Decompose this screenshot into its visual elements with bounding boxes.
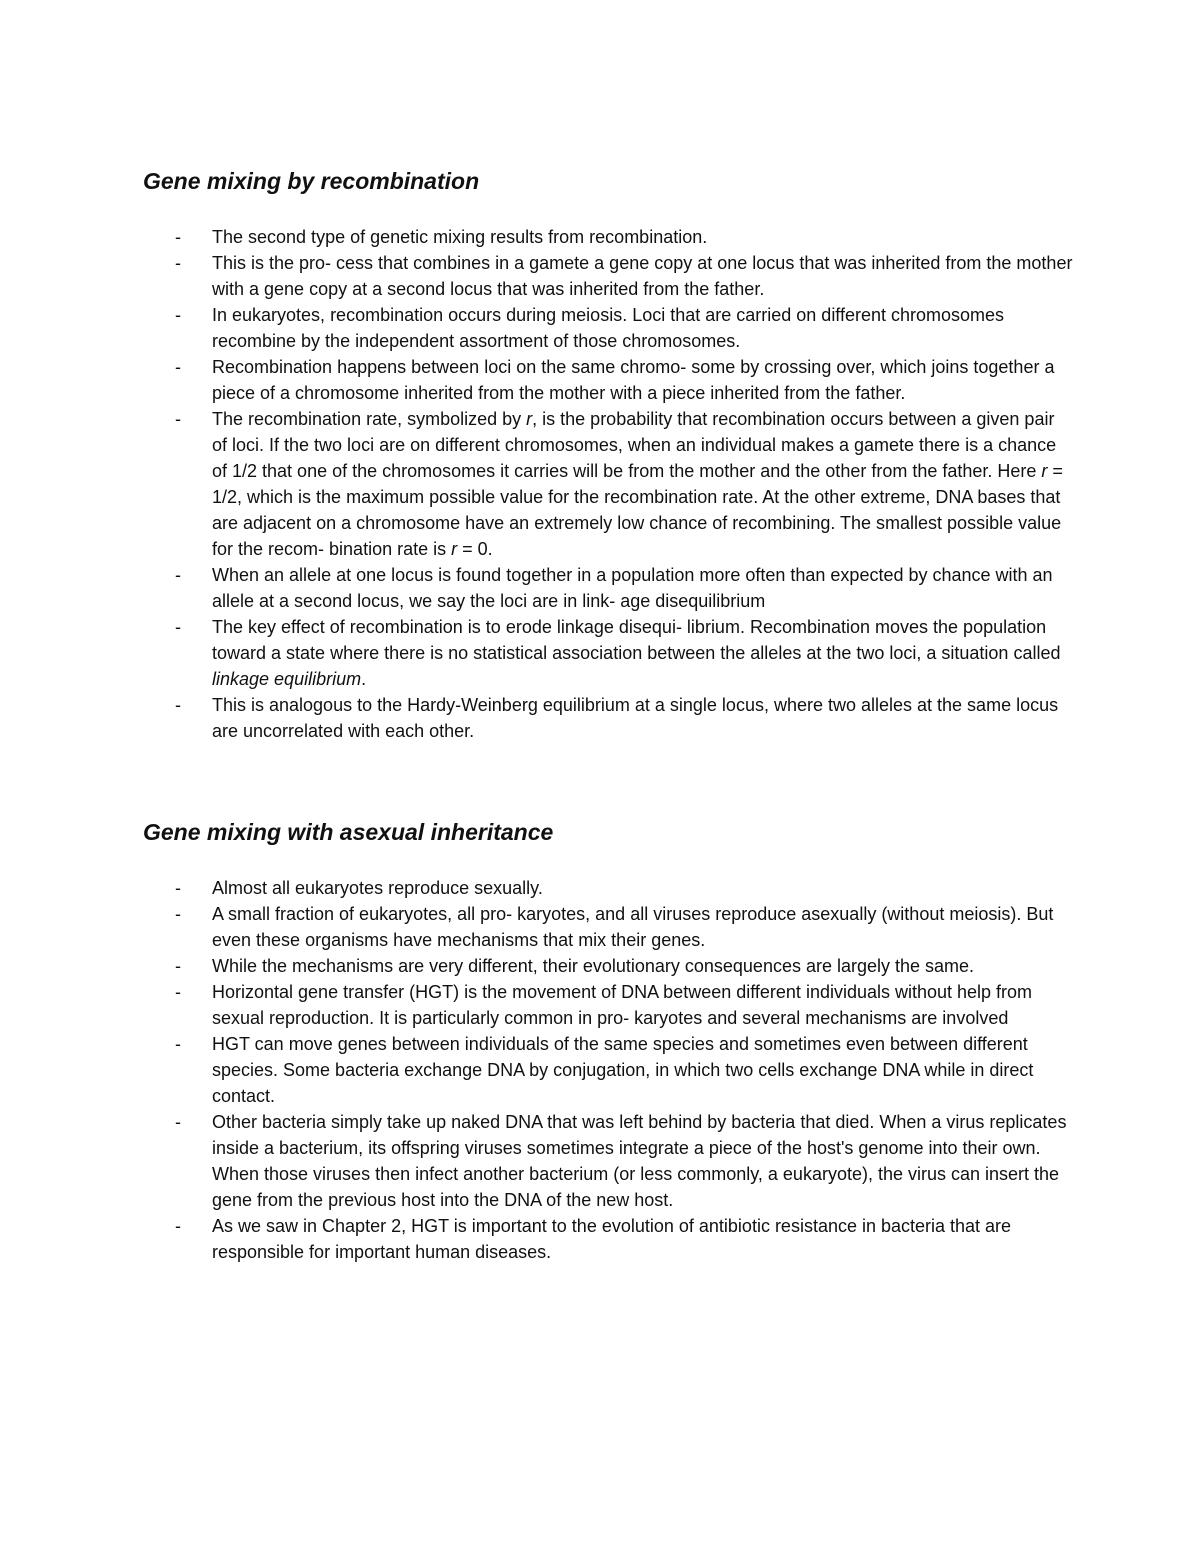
list-item-text: , is the probability that recombination occurs between a given pair of loci. If the two loci are on different chromosomes, when an individual makes a gamete there is a chance of 1/2 that one of the chromosomes it carries will be from the mother and the other from the father. Here	[212, 409, 1057, 481]
dash-bullet-icon: -	[175, 409, 181, 429]
dash-bullet-icon: -	[175, 1216, 181, 1236]
list-item	[143, 692, 1073, 744]
list-item-text: When an allele at one locus is found together in a population more often than expected by chance with an allele at a second locus, we say the loci are in link- age disequilibrium	[212, 565, 1053, 611]
list-item-text: This is analogous to the Hardy-Weinberg equilibrium at a single locus, where two alleles at the same locus are uncorrelated with each other.	[212, 695, 1059, 741]
list-item	[143, 1031, 1073, 1109]
section-heading: Gene mixing by recombination	[143, 168, 480, 194]
list-item-text: .	[361, 669, 367, 689]
dash-bullet-icon: -	[175, 227, 181, 247]
list-item	[143, 1109, 1073, 1213]
list-item	[143, 979, 1073, 1031]
bullet-list	[143, 875, 1073, 1265]
list-item-text: Almost all eukaryotes reproduce sexually.	[212, 878, 543, 898]
list-item-text: = 1/2, which is the maximum possible value for the recombination rate. At the other extreme, DNA bases that are adjacent on a chromosome have an extremely low chance of recombining. The smallest possible value for the recom- bination rate is	[212, 461, 1063, 559]
list-item	[143, 875, 1073, 901]
dash-bullet-icon: -	[175, 1034, 181, 1054]
list-item-text: In eukaryotes, recombination occurs during meiosis. Loci that are carried on different chromosomes recombine by the independent assortment of those chromosomes.	[212, 305, 1005, 351]
list-item-text: Horizontal gene transfer (HGT) is the movement of DNA between different individuals without help from sexual reproduction. It is particularly common in pro- karyotes and several mechanisms are involved	[212, 982, 1033, 1028]
list-item	[143, 406, 1073, 562]
dash-bullet-icon: -	[175, 565, 181, 585]
list-item-text: As we saw in Chapter 2, HGT is important to the evolution of antibiotic resistance in bacteria that are responsible for important human diseases.	[212, 1216, 1012, 1262]
list-item	[143, 614, 1073, 692]
dash-bullet-icon: -	[175, 878, 181, 898]
list-item	[143, 901, 1073, 953]
section-heading: Gene mixing with asexual inheritance	[143, 819, 554, 845]
list-item-text: The second type of genetic mixing results from recombination.	[212, 227, 708, 247]
list-item	[143, 1213, 1073, 1265]
list-item-text: Recombination happens between loci on the same chromo- some by crossing over, which joins together a piece of a chromosome inherited from the mother with a piece inherited from the father.	[212, 357, 1055, 403]
list-item-text: HGT can move genes between individuals of the same species and sometimes even between different species. Some bacteria exchange DNA by conjugation, in which two cells exchange DNA while in direct contact.	[212, 1034, 1034, 1106]
list-item	[143, 250, 1073, 302]
dash-bullet-icon: -	[175, 956, 181, 976]
list-item	[143, 953, 1073, 979]
dash-bullet-icon: -	[175, 253, 181, 273]
list-item	[143, 224, 1073, 250]
list-item-text: = 0.	[457, 539, 493, 559]
list-item-text: The key effect of recombination is to erode linkage disequi- librium. Recombination moves the population toward a state where there is no statistical association between the alleles at the two loci, a situation called	[212, 617, 1061, 663]
dash-bullet-icon: -	[175, 904, 181, 924]
dash-bullet-icon: -	[175, 617, 181, 637]
list-item-text: This is the pro- cess that combines in a gamete a gene copy at one locus that was inherited from the mother with a gene copy at a second locus that was inherited from the father.	[212, 253, 1073, 299]
list-item	[143, 302, 1073, 354]
italic-term: linkage equilibrium	[212, 669, 362, 689]
dash-bullet-icon: -	[175, 982, 181, 1002]
dash-bullet-icon: -	[175, 305, 181, 325]
section-recombination	[143, 164, 1073, 744]
bullet-list	[143, 224, 1073, 744]
list-item-text: A small fraction of eukaryotes, all pro- karyotes, and all viruses reproduce asexually (without meiosis). But even these organisms have mechanisms that mix their genes.	[212, 904, 1054, 950]
italic-term: r	[1041, 461, 1048, 481]
list-item-text: The recombination rate, symbolized by	[212, 409, 527, 429]
section-asexual-inheritance	[143, 815, 1073, 1265]
list-item-text: Other bacteria simply take up naked DNA that was left behind by bacteria that died. When a virus replicates inside a bacterium, its offspring viruses sometimes integrate a piece of the host's genome into their own. When those viruses then infect another bacterium (or less commonly, a eukaryote), the virus can insert the gene from the previous host into the DNA of the new host.	[212, 1112, 1067, 1210]
list-item	[143, 354, 1073, 406]
dash-bullet-icon: -	[175, 357, 181, 377]
italic-term: r	[526, 409, 533, 429]
italic-term: r	[451, 539, 458, 559]
dash-bullet-icon: -	[175, 695, 181, 715]
list-item-text: While the mechanisms are very different, their evolutionary consequences are largely the same.	[212, 956, 975, 976]
dash-bullet-icon: -	[175, 1112, 181, 1132]
list-item	[143, 562, 1073, 614]
